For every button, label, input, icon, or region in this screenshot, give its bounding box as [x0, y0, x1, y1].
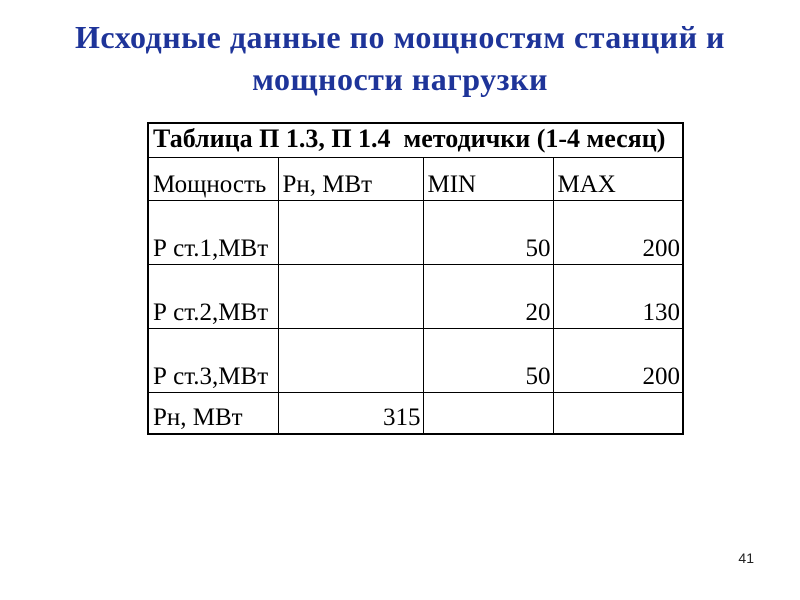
slide-title-line1: Исходные данные по мощностям станций и — [75, 19, 725, 55]
column-header-max: MAX — [553, 158, 683, 201]
row-label: Р ст.3,МВт — [148, 329, 278, 393]
column-header-pn-mw: Рн, МВт — [278, 158, 423, 201]
slide-title-line2: мощности нагрузки — [252, 61, 548, 97]
power-data-table — [147, 122, 684, 435]
cell-max: 200 — [553, 201, 683, 265]
table-row-station-2 — [148, 265, 683, 329]
table-caption: Таблица П 1.3, П 1.4 методички (1-4 месяц) — [148, 123, 683, 158]
table-header-row — [148, 158, 683, 201]
table-caption-row — [148, 123, 683, 158]
row-label: Р ст.1,МВт — [148, 201, 278, 265]
row-label: Рн, МВт — [148, 393, 278, 435]
cell-max: 130 — [553, 265, 683, 329]
column-header-power: Мощность — [148, 158, 278, 201]
cell-max — [553, 393, 683, 435]
cell-max: 200 — [553, 329, 683, 393]
table-row-station-1 — [148, 201, 683, 265]
column-header-min: MIN — [423, 158, 553, 201]
cell-min: 50 — [423, 329, 553, 393]
page-number: 41 — [738, 550, 754, 566]
cell-pn — [278, 201, 423, 265]
cell-min — [423, 393, 553, 435]
table-row-load — [148, 393, 683, 435]
cell-min: 20 — [423, 265, 553, 329]
slide-title — [0, 16, 800, 100]
cell-pn — [278, 265, 423, 329]
cell-pn: 315 — [278, 393, 423, 435]
row-label: Р ст.2,МВт — [148, 265, 278, 329]
table-row-station-3 — [148, 329, 683, 393]
cell-min: 50 — [423, 201, 553, 265]
cell-pn — [278, 329, 423, 393]
